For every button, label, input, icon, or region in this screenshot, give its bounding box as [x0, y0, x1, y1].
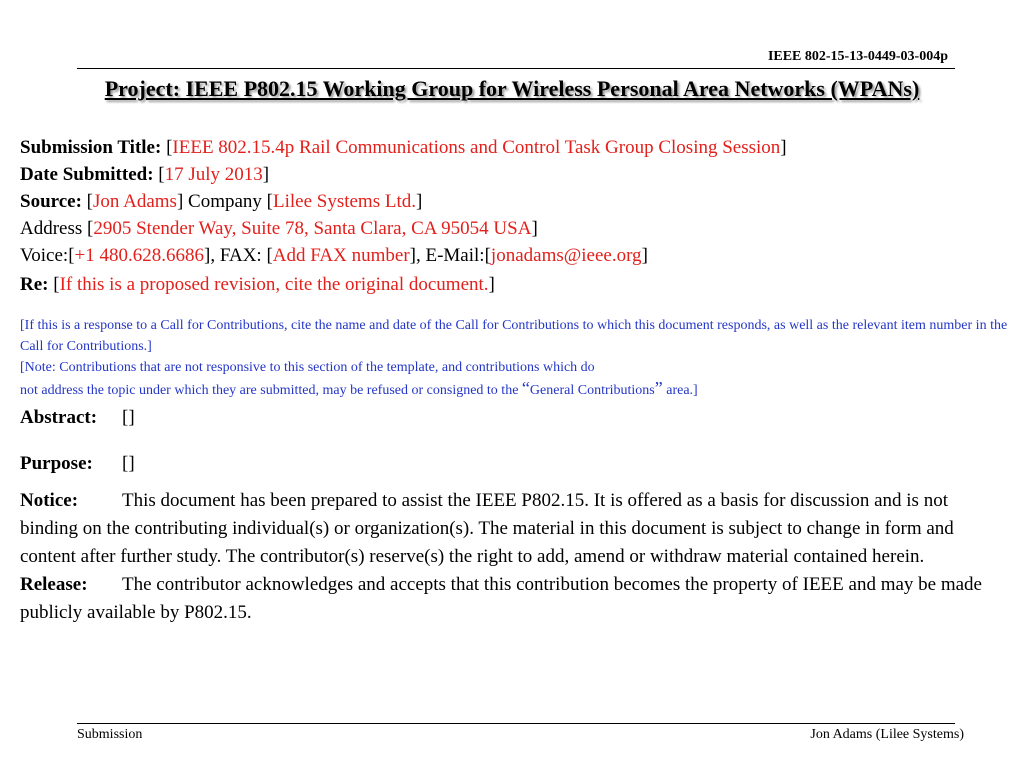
responsiveness-note-line [20, 378, 1010, 401]
bracket-close: ], [409, 245, 421, 266]
voice-value: +1 480.628.6686 [74, 245, 204, 266]
fax-value: Add FAX number [272, 245, 410, 266]
bracket-close: ] [488, 274, 495, 295]
footer-submission-label: Submission [77, 727, 143, 742]
submission-fields [20, 134, 1010, 298]
notice-label: Notice: [20, 490, 79, 511]
abstract-value: [] [122, 407, 135, 428]
responsiveness-note-line: [Note: Contributions that are not responsive to this section of the template, and contributions which do [20, 360, 595, 375]
bracket-close: ] [641, 245, 648, 266]
purpose-value: [] [122, 453, 135, 474]
general-contributions-text: General Contributions [529, 383, 655, 398]
abstract-label: Abstract: [20, 407, 98, 428]
release-label: Release: [20, 574, 88, 595]
submission-title-row [20, 134, 1010, 161]
source-row [20, 188, 1010, 215]
call-for-contributions-note: [If this is a response to a Call for Contributions, cite the name and date of the Call for Contributions to which this document responds, as well as the relevant item number in the Call for Contributions.] [20, 318, 1008, 354]
date-submitted-value: 17 July 2013 [164, 164, 263, 185]
bracket-open: [ [166, 137, 173, 158]
notice-section [20, 487, 1010, 627]
bracket-open: [ [158, 164, 165, 185]
bracket-open: [ [266, 245, 273, 266]
bracket-close: ] [531, 218, 538, 239]
company-value: Lilee Systems Ltd. [272, 191, 416, 212]
note-text: not address the topic under which they are submitted, may be refused or consigned to the [20, 383, 522, 398]
date-submitted-label: Date Submitted: [20, 164, 154, 185]
bracket-close: ] [176, 191, 184, 212]
bracket-close: ] [262, 164, 270, 185]
bracket-open: [ [53, 274, 60, 295]
document-id: IEEE 802-15-13-0449-03-004p [767, 49, 948, 64]
date-submitted-row [20, 161, 1010, 188]
footer-divider [77, 723, 955, 724]
re-label: Re: [20, 274, 49, 295]
close-quote: ” [654, 378, 663, 398]
bracket-open: [ [266, 191, 273, 212]
header-divider [77, 68, 955, 69]
footer-author: Jon Adams (Lilee Systems) [810, 727, 964, 742]
bracket-open: [ [68, 245, 75, 266]
email-value: jonadams@ieee.org [490, 245, 642, 266]
email-label: E-Mail: [425, 245, 485, 266]
note-text: area.] [662, 383, 698, 398]
submission-title-label: Submission Title: [20, 137, 162, 158]
purpose-label: Purpose: [20, 453, 93, 474]
template-notes [20, 315, 1010, 401]
abstract-row [20, 407, 135, 429]
bracket-open: [ [87, 218, 94, 239]
contact-row [20, 242, 1010, 269]
submission-title-value: IEEE 802.15.4p Rail Communications and Control Task Group Closing Session [172, 137, 781, 158]
bracket-open: [ [86, 191, 93, 212]
fax-label: FAX: [219, 245, 262, 266]
address-value: 2905 Stender Way, Suite 78, Santa Clara, CA 95054 USA [93, 218, 532, 239]
bracket-close: ] [780, 137, 787, 158]
bracket-close: ] [416, 191, 423, 212]
release-text: The contributor acknowledges and accepts that this contribution becomes the property of IEEE and may be made publicly available by P802.15. [20, 574, 982, 623]
address-label: Address [20, 218, 83, 239]
notice-paragraph [20, 487, 1010, 571]
purpose-row [20, 453, 135, 475]
re-value: If this is a proposed revision, cite the original document. [59, 274, 489, 295]
project-title: Project: IEEE P802.15 Working Group for Wireless Personal Area Networks (WPANs) [104, 76, 920, 101]
company-label: Company [188, 191, 262, 212]
bracket-close: ], [204, 245, 216, 266]
release-paragraph [20, 571, 1010, 627]
notice-text: This document has been prepared to assist the IEEE P802.15. It is offered as a basis for discussion and is not binding on the contributing individual(s) or organization(s). The material in this document is subject to change in form and content after further study. The contributor(s) reserve(s) the right to add, amend or withdraw material contained herein. [20, 490, 954, 567]
bracket-open: [ [484, 245, 491, 266]
source-value: Jon Adams [93, 191, 177, 212]
source-label: Source: [20, 191, 82, 212]
voice-label: Voice: [20, 245, 69, 266]
address-row [20, 215, 1010, 242]
re-row [20, 271, 1010, 298]
open-quote: “ [521, 378, 530, 398]
